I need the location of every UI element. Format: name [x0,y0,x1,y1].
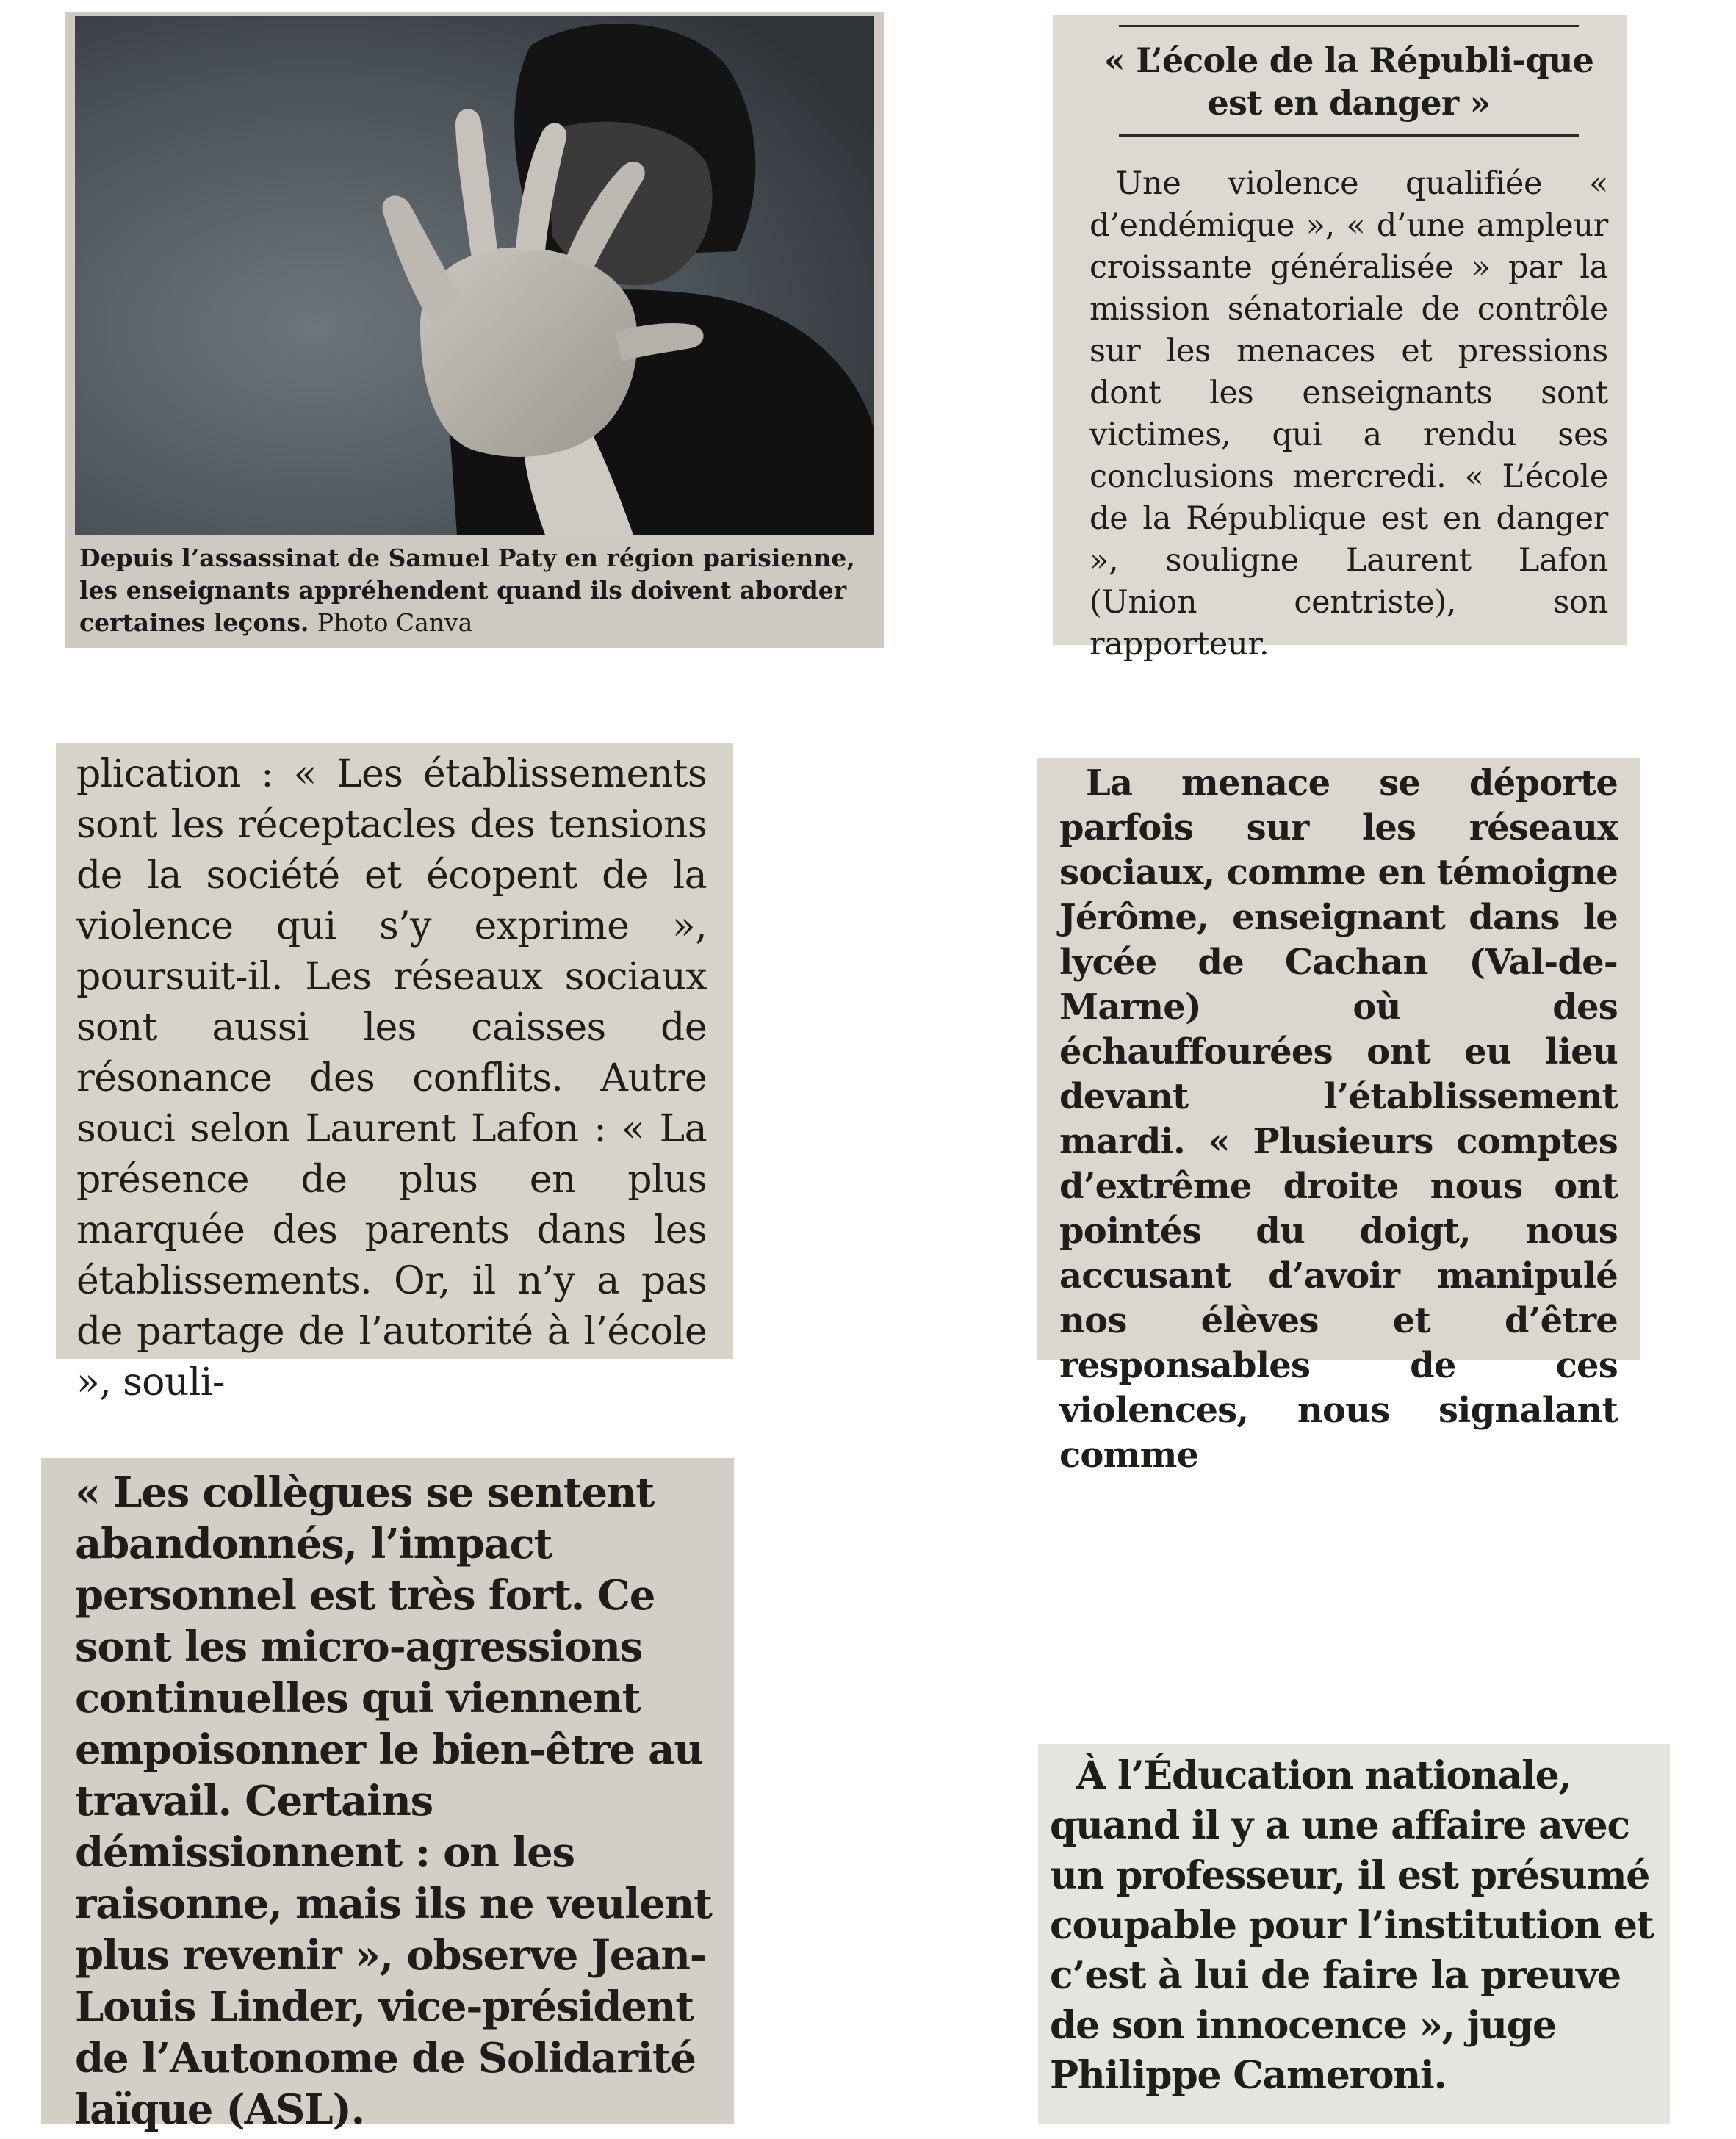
caption-text: Depuis l’assassinat de Samuel Paty en région parisienne, les enseignants appréhendent quand ils doivent aborder certaines leçons. [79,544,855,637]
bottom-left-clipping [41,1458,734,2134]
photo-caption [79,542,873,639]
photo-clipping [65,12,884,648]
headline-body-text: Une violence qualifiée « d’endémique », « d’une ampleur croissante généralisée » par la mission sénatoriale de contrôle sur les menaces et pressions dont les enseignants sont victimes, qui a rendu ses conclusions mercredi. « L’école de la République est en danger », souligne Laurent Lafon (Union centriste), son rapporteur. [1089,165,1608,663]
bottom-rule [1119,134,1579,137]
bottom-right-body-text: À l’Éducation nationale, quand il y a une affaire avec un professeur, il est présumé coupable pour l’institution et c’est à lui de faire la preuve de son innocence », juge Philippe Cameroni. [1050,1753,1654,2098]
bottom-left-body-text: « Les collègues se sentent abandonnés, l’impact personnel est très fort. Ce sont les micro-agressions continuelles qui viennent empoisonner le bien-être au travail. Certains démissionnent : on les raisonne, mais ils ne veulent plus revenir », observe Jean-Louis Linder, vice-président de l’Autonome de Solidarité laïque (ASL). [75,1468,712,2134]
middle-left-body-text: plication : « Les établissements sont les réceptacles des tensions de la société et écopent de la violence qui s’y exprime », poursuit-il. Les réseaux sociaux sont aussi les caisses de résonance des conflits. Autre souci selon Laurent Lafon : « La présence de plus en plus marquée des parents dans les établissements. Or, il n’y a pas de partage de l’autorité à l’école », souli- [76,752,707,1404]
press-photo-hand-raised [75,16,874,535]
top-rule [1119,25,1579,27]
bottom-right-clipping [1038,1744,1670,2124]
middle-left-clipping [56,743,733,1404]
article-headline: « L’école de la Républi-que est en danger » [1103,40,1594,123]
middle-right-body-text: La menace se déporte parfois sur les réseaux sociaux, comme en témoigne Jérôme, enseignant dans le lycée de Cachan (Val-de-Marne) où des échauffourées ont eu lieu devant l’établissement mardi. « Plusieurs comptes d’extrême droite nous ont pointés du doigt, nous accusant d’avoir manipulé nos élèves et d’être responsables de ces violences, nous signalant comme [1059,762,1618,1476]
middle-right-clipping [1037,758,1640,1476]
headline-clipping [1053,15,1627,663]
photo-credit: Photo Canva [317,608,473,637]
